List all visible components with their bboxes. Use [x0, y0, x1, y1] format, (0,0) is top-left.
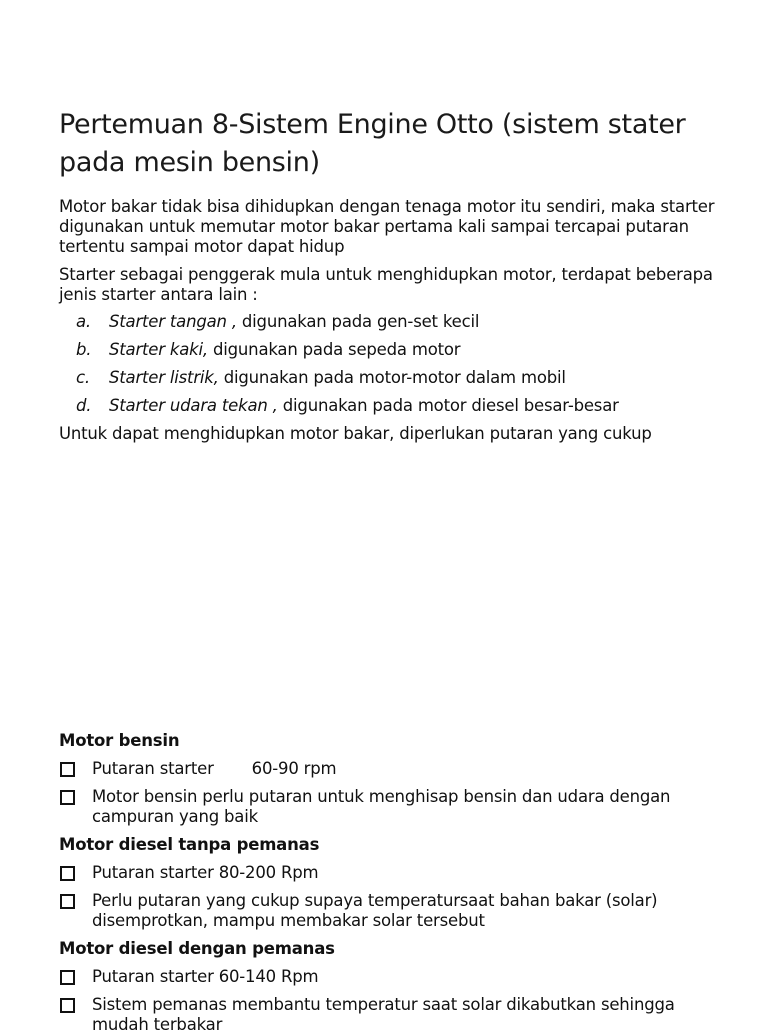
list-marker: c. — [76, 368, 90, 387]
starter-term: Starter kaki, — [109, 340, 208, 359]
bullet-text: Motor bensin perlu putaran untuk menghisap bensin dan udara dengan campuran yang baik — [92, 787, 671, 826]
bullet-value: 60-90 rpm — [251, 759, 337, 778]
starter-desc: digunakan pada motor diesel besar-besar — [277, 396, 619, 415]
intro-paragraph: Motor bakar tidak bisa dihidupkan dengan tenaga motor itu sendiri, maka starter digunakan untuk memutar motor bakar pertama kali sampai tercapai putaran tertentu sampai motor dapat hidup — [59, 197, 715, 256]
starter-term: Starter udara tekan , — [109, 396, 278, 415]
bullet-text: Putaran starter 60-140 Rpm — [92, 967, 319, 986]
list-item — [59, 340, 719, 368]
list-item — [59, 967, 719, 987]
checkbox-bullet-icon — [60, 866, 75, 881]
starter-types-list — [59, 312, 719, 424]
bullet-text: Perlu putaran yang cukup supaya temperatursaat bahan bakar (solar) disemprotkan, mampu membakar solar tersebut — [92, 891, 658, 930]
starter-desc: digunakan pada sepeda motor — [207, 340, 461, 359]
section-heading: Motor diesel dengan pemanas — [59, 939, 335, 958]
list-item — [59, 312, 719, 340]
starter-intro-paragraph: Starter sebagai penggerak mula untuk menghidupkan motor, terdapat beberapa jenis starter antara lain : — [59, 265, 713, 304]
list-item — [59, 787, 719, 827]
list-item — [59, 863, 719, 883]
list-marker: b. — [76, 340, 92, 359]
page-title: Pertemuan 8-Sistem Engine Otto (sistem stater pada mesin bensin) — [59, 109, 686, 178]
checkbox-bullet-icon — [60, 970, 75, 985]
starter-term: Starter listrik, — [109, 368, 219, 387]
section-motor-diesel-tanpa-pemanas — [59, 835, 719, 931]
list-item — [59, 759, 719, 779]
list-item — [59, 995, 719, 1035]
list-item — [59, 396, 719, 424]
list-marker: d. — [76, 396, 92, 415]
bullet-text: Sistem pemanas membantu temperatur saat solar dikabutkan sehingga mudah terbakar — [92, 995, 675, 1034]
list-item — [59, 891, 719, 931]
bullet-label: Putaran starter — [92, 759, 214, 778]
starter-desc: digunakan pada gen-set kecil — [236, 312, 480, 331]
list-marker: a. — [76, 312, 91, 331]
section-heading: Motor bensin — [59, 731, 180, 750]
starter-desc: digunakan pada motor-motor dalam mobil — [218, 368, 566, 387]
checkbox-bullet-icon — [60, 762, 75, 777]
checkbox-bullet-icon — [60, 894, 75, 909]
section-heading: Motor diesel tanpa pemanas — [59, 835, 320, 854]
starter-term: Starter tangan , — [109, 312, 237, 331]
checkbox-bullet-icon — [60, 998, 75, 1013]
section-motor-bensin — [59, 731, 719, 827]
closing-paragraph: Untuk dapat menghidupkan motor bakar, diperlukan putaran yang cukup — [59, 424, 652, 443]
bullet-text: Putaran starter 80-200 Rpm — [92, 863, 319, 882]
list-item — [59, 368, 719, 396]
section-motor-diesel-dengan-pemanas — [59, 939, 719, 1035]
checkbox-bullet-icon — [60, 790, 75, 805]
